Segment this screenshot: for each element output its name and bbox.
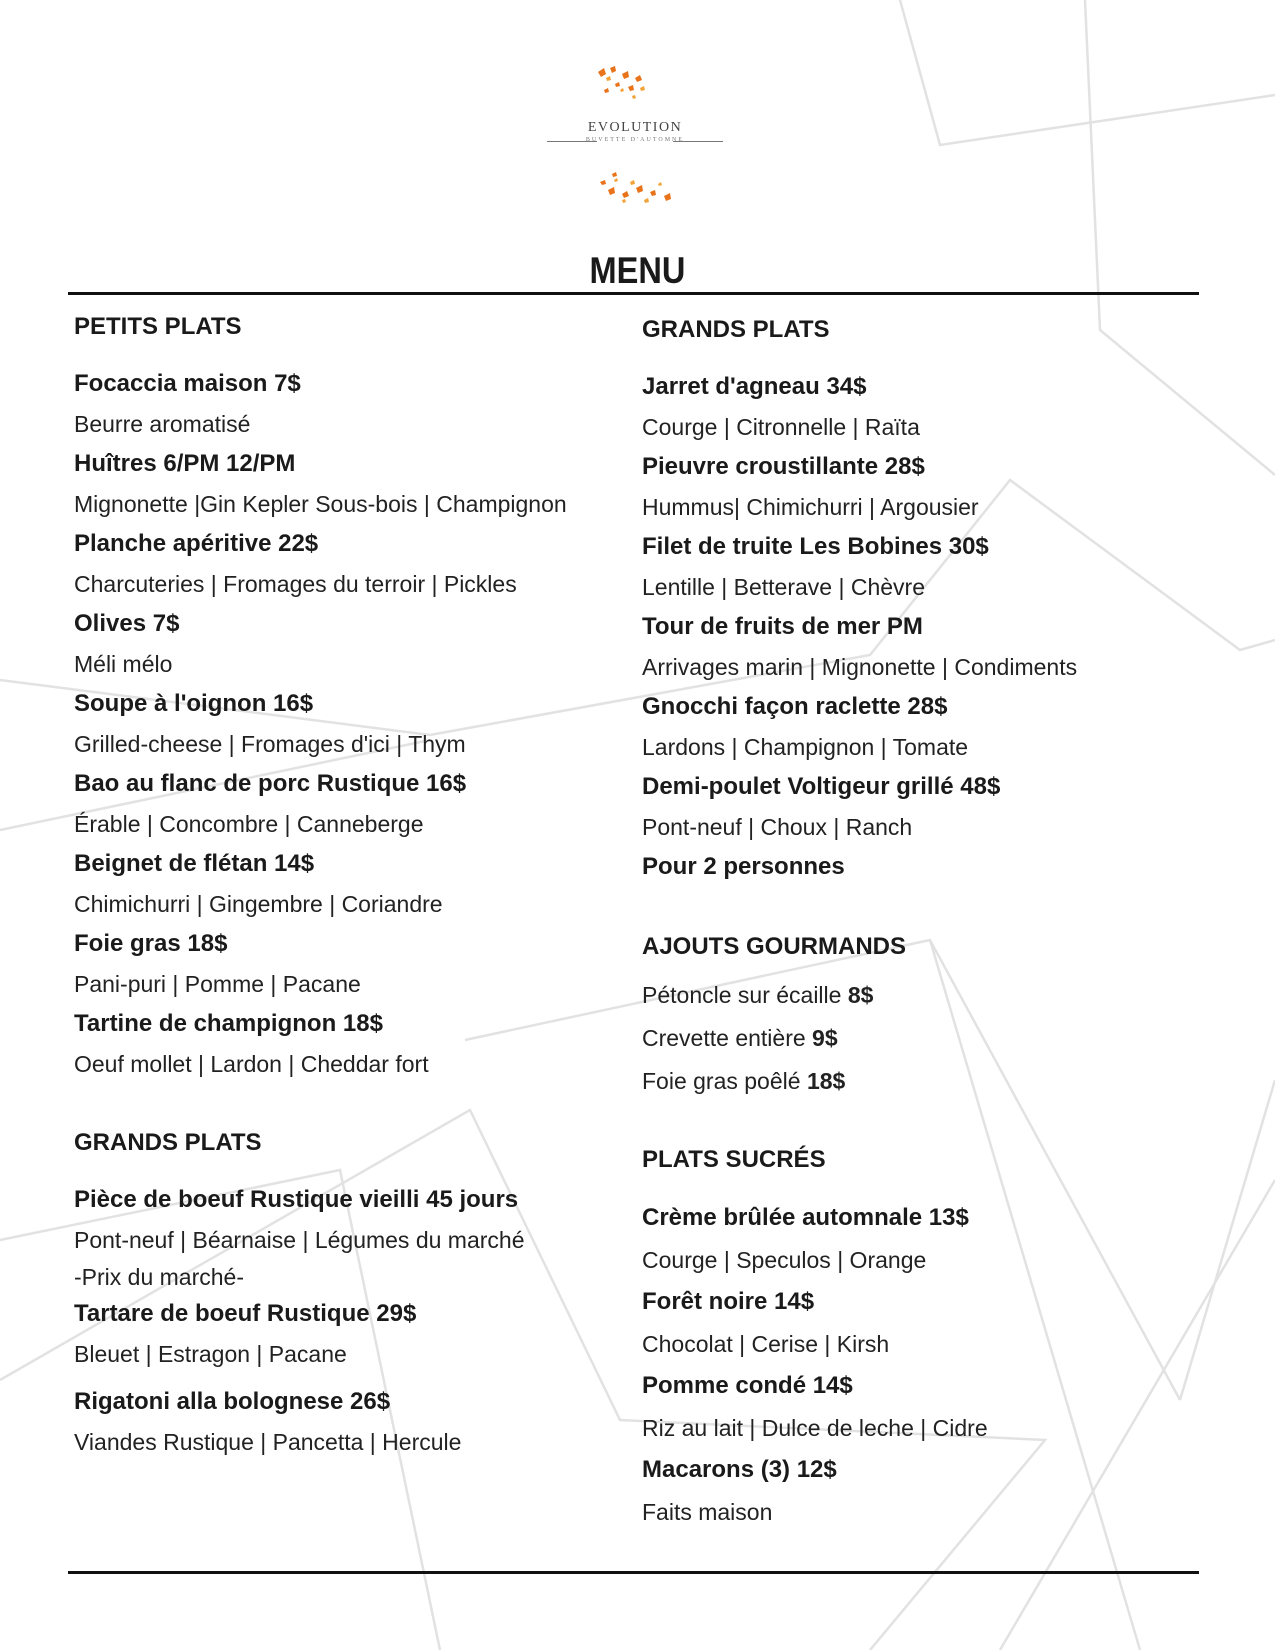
menu-item [74, 684, 619, 764]
menu-item [642, 767, 1202, 847]
item-description: Mignonette |Gin Kepler Sous-bois | Champignon [74, 491, 567, 517]
section-grands-plats-left [74, 1128, 619, 1462]
section-ajouts-gourmands [642, 932, 1202, 1103]
item-description: Faits maison [642, 1499, 773, 1525]
brand-name: EVOLUTION [587, 120, 683, 135]
item-name: Rigatoni alla bolognese 26$ [74, 1388, 391, 1415]
section-title: GRANDS PLATS [642, 316, 830, 343]
section-title: AJOUTS GOURMANDS [642, 933, 907, 960]
brand-tagline: BUVETTE D'AUTOMNE [585, 137, 685, 143]
item-name: Demi-poulet Voltigeur grillé 48$ [642, 773, 1001, 800]
menu-item [642, 527, 1202, 607]
item-description: Grilled-cheese | Fromages d'ici | Thym [74, 731, 466, 757]
item-description: Pani-puri | Pomme | Pacane [74, 971, 361, 997]
menu-item [642, 367, 1202, 447]
section-title: GRANDS PLATS [74, 1129, 262, 1156]
addon-price: 18$ [806, 1068, 846, 1094]
bottom-divider [68, 1571, 1199, 1574]
item-name: Planche apéritive 22$ [74, 530, 319, 557]
item-description: Courge | Citronnelle | Raïta [642, 414, 920, 440]
item-name: Soupe à l'oignon 16$ [74, 690, 314, 717]
menu-item [74, 604, 619, 684]
item-description: Courge | Speculos | Orange [642, 1247, 927, 1273]
item-name: Beignet de flétan 14$ [74, 850, 315, 877]
item-description: Arrivages marin | Mignonette | Condiments [642, 654, 1078, 680]
item-name: Bao au flanc de porc Rustique 16$ [74, 770, 467, 797]
item-name: Huîtres 6/PM 12/PM [74, 450, 296, 477]
item-name: Tartine de champignon 18$ [74, 1010, 383, 1037]
item-name: Tour de fruits de mer PM [642, 613, 923, 640]
item-description: Hummus| Chimichurri | Argousier [642, 494, 979, 520]
item-name: Foie gras 18$ [74, 930, 228, 957]
menu-item [74, 1180, 619, 1294]
item-description: Bleuet | Estragon | Pacane [74, 1341, 347, 1367]
item-note: -Prix du marché- [74, 1264, 244, 1290]
addon-label: Crevette entière [642, 1025, 806, 1051]
menu-item [74, 524, 619, 604]
menu-item [642, 447, 1202, 527]
item-description: Riz au lait | Dulce de leche | Cidre [642, 1415, 988, 1441]
item-description: Érable | Concombre | Canneberge [74, 811, 424, 837]
item-name: Forêt noire 14$ [642, 1288, 815, 1315]
item-name: Tartare de boeuf Rustique 29$ [74, 1300, 417, 1327]
menu-item [642, 1197, 1202, 1281]
item-description: Viandes Rustique | Pancetta | Hercule [74, 1429, 462, 1455]
menu-item [642, 1281, 1202, 1365]
addon-label: Foie gras poêlé [642, 1068, 801, 1094]
item-footnote: Pour 2 personnes [642, 853, 845, 880]
item-description: Pont-neuf | Choux | Ranch [642, 814, 913, 840]
menu-item [74, 924, 619, 1004]
brand-logo [540, 60, 730, 220]
item-name: Pomme condé 14$ [642, 1372, 853, 1399]
menu-item [74, 1294, 619, 1374]
item-description: Pont-neuf | Béarnaise | Légumes du marché [74, 1227, 525, 1253]
addon-price: 8$ [847, 982, 874, 1008]
menu-item [74, 764, 619, 844]
addon-label: Pétoncle sur écaille [642, 982, 842, 1008]
item-description: Chimichurri | Gingembre | Coriandre [74, 891, 443, 917]
item-description: Charcuteries | Fromages du terroir | Pickles [74, 571, 517, 597]
item-name: Crème brûlée automnale 13$ [642, 1204, 969, 1231]
item-name: Gnocchi façon raclette 28$ [642, 693, 948, 720]
section-title: PLATS SUCRÉS [642, 1146, 826, 1173]
section-title: PETITS PLATS [74, 313, 242, 340]
item-name: Olives 7$ [74, 610, 180, 637]
menu-item [642, 1365, 1202, 1449]
item-name: Pièce de boeuf Rustique vieilli 45 jours [74, 1186, 519, 1213]
addon-item [642, 1060, 1202, 1103]
section-petits-plats [74, 312, 619, 1084]
menu-item [74, 844, 619, 924]
item-description: Méli mélo [74, 651, 173, 677]
menu-title: MENU [589, 250, 686, 291]
menu-item [642, 687, 1202, 767]
addon-item [642, 1017, 1202, 1060]
addon-item [642, 974, 1202, 1017]
menu-item [74, 364, 619, 444]
section-grands-plats-right [642, 315, 1202, 887]
item-name: Macarons (3) 12$ [642, 1456, 837, 1483]
menu-item [642, 607, 1202, 687]
item-name: Filet de truite Les Bobines 30$ [642, 533, 989, 560]
addon-price: 9$ [812, 1025, 838, 1051]
section-plats-sucres [642, 1145, 1202, 1533]
item-description: Chocolat | Cerise | Kirsh [642, 1331, 890, 1357]
top-divider [68, 292, 1199, 295]
item-name: Pieuvre croustillante 28$ [642, 453, 925, 480]
item-description: Lardons | Champignon | Tomate [642, 734, 969, 760]
menu-item [74, 444, 619, 524]
item-name: Jarret d'agneau 34$ [642, 373, 867, 400]
menu-item [74, 1382, 619, 1462]
menu-item [642, 1449, 1202, 1533]
menu-item [74, 1004, 619, 1084]
item-description: Lentille | Betterave | Chèvre [642, 574, 925, 600]
item-description: Oeuf mollet | Lardon | Cheddar fort [74, 1051, 429, 1077]
item-description: Beurre aromatisé [74, 411, 251, 437]
item-name: Focaccia maison 7$ [74, 370, 301, 397]
